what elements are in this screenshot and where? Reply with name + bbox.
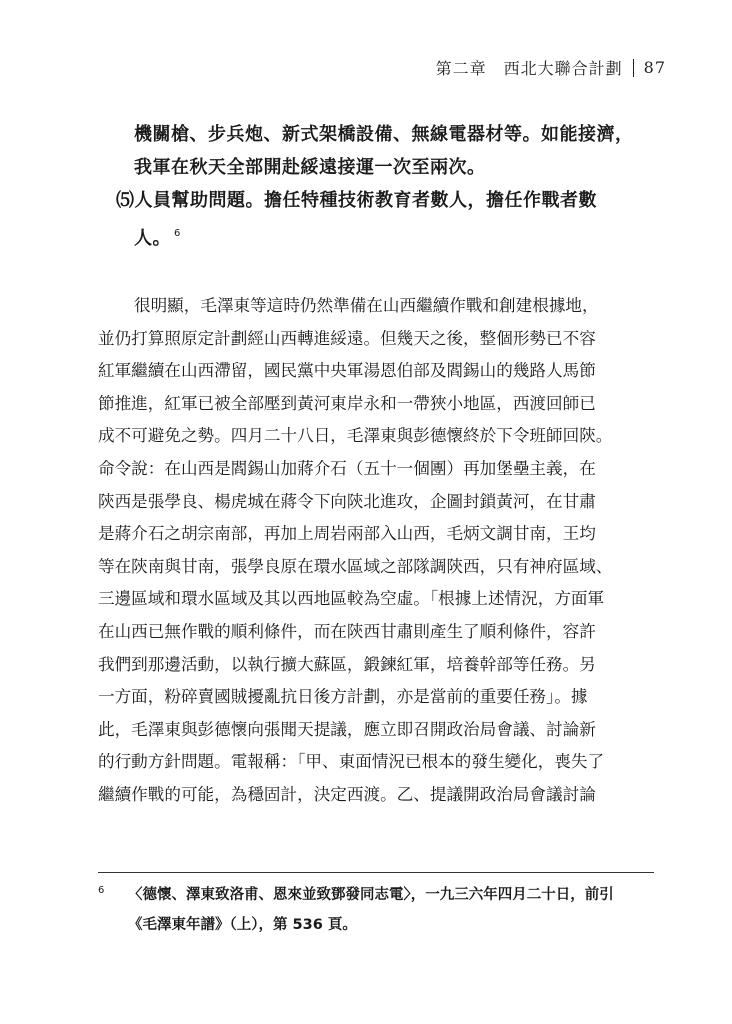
- body-paragraph: [98, 290, 654, 812]
- body-line: 節推進，紅軍已被全部壓到黃河東岸永和一帶狹小地區，西渡回師已: [98, 393, 596, 413]
- body-line: 的行動方針問題。電報稱：「甲、東面情況已根本的發生變化，喪失了: [98, 752, 605, 772]
- footnote-number: 6: [98, 885, 105, 896]
- page-number: 87: [643, 58, 666, 77]
- quote-line-last: [134, 217, 654, 255]
- body-line: 一方面，粉碎賣國賊擾亂抗日後方計劃，亦是當前的重要任務」。據: [98, 687, 588, 707]
- block-quote: [116, 118, 654, 255]
- footnote-line: 《毛澤東年譜》（上），第 536 頁。: [128, 917, 357, 933]
- body-line: 繼續作戰的可能，為穩固計，決定西渡。乙、提議開政治局會議討論: [98, 784, 596, 804]
- body-line: 紅軍繼續在山西滯留，國民黨中央軍湯恩伯部及閻錫山的幾路人馬節: [98, 361, 596, 381]
- quote-line: 機關槍、步兵炮、新式架橋設備、無線電器材等。如能接濟，: [134, 124, 634, 145]
- footnote-divider: [98, 872, 654, 873]
- footnote-reference[interactable]: 6: [174, 228, 181, 239]
- header-divider: [633, 59, 634, 77]
- chapter-title: 第二章 西北大聯合計劃: [435, 59, 623, 78]
- body-line: 三邊區域和環水區域及其以西地區較為空虛。「根據上述情況，方面軍: [98, 589, 605, 609]
- footnote-line: 〈德懷、澤東致洛甫、恩來並致鄧發同志電〉，一九三六年四月二十日，前引: [128, 887, 614, 903]
- body-line: 在山西已無作戰的順利條件，而在陝西甘肅則產生了順利條件，容許: [98, 621, 596, 641]
- running-header: [436, 56, 666, 79]
- body-line: 我們到那邊活動，以執行擴大蘇區，鍛鍊紅軍，培養幹部等任務。另: [98, 654, 596, 674]
- body-line: 命令說：在山西是閻錫山加蔣介石（五十一個團）再加堡壘主義，在: [98, 458, 596, 478]
- body-line: 很明顯，毛澤東等這時仍然準備在山西繼續作戰和創建根據地，: [134, 296, 599, 315]
- body-line: 此，毛澤東與彭德懷向張聞天提議，應立即召開政治局會議、討論新: [98, 719, 596, 739]
- footnote: [98, 880, 654, 940]
- quote-line: 我軍在秋天全部開赴綏遠接運一次至兩次。: [134, 157, 486, 178]
- quote-line: ⑸人員幫助問題。擔任特種技術教育者數人，擔任作戰者數: [116, 190, 597, 211]
- body-line: 陝西是張學良、楊虎城在蔣令下向陝北進攻，企圖封鎖黃河，在甘肅: [98, 491, 596, 511]
- body-line: 等在陝南與甘南，張學良原在環水區域之部隊調陝西，只有神府區域、: [98, 556, 613, 576]
- quote-line-text: 人。: [134, 228, 171, 249]
- body-line: 成不可避免之勢。四月二十八日，毛澤東與彭德懷終於下令班師回陝。: [98, 426, 613, 446]
- body-line: 並仍打算照原定計劃經山西轉進綏遠。但幾天之後，整個形勢已不容: [98, 328, 596, 348]
- body-line: 是蔣介石之胡宗南部，再加上周岩兩部入山西，毛炳文調甘南，王均: [98, 524, 596, 544]
